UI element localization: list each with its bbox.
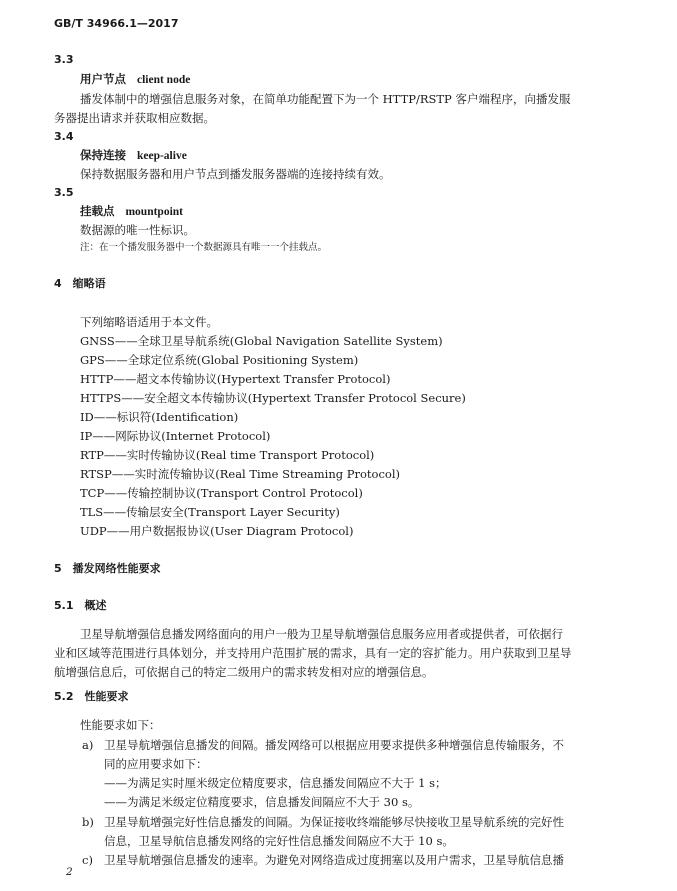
term-zh: 保持连接 (80, 148, 126, 162)
abbreviation-item: ID——标识符(Identification) (80, 410, 239, 424)
clause-3-5-number: 3.5 (54, 186, 74, 199)
abbreviation-item: IP——网际协议(Internet Protocol) (80, 429, 271, 443)
abbreviation-item: HTTP——超文本传输协议(Hypertext Transfer Protocol) (80, 372, 391, 386)
abbreviation-item: UDP——用户数据报协议(User Diagram Protocol) (80, 524, 354, 538)
list-label-a: a) (82, 738, 94, 752)
item-a-line1: 卫星导航增强信息播发的间隔。播发网络可以根据应用要求提供多种增强信息传输服务，不 (104, 738, 564, 752)
abbreviation-item: RTP——实时传输协议(Real time Transport Protocol) (80, 448, 375, 462)
section-4-intro: 下列缩略语适用于本文件。 (80, 315, 218, 329)
page-number: 2 (66, 866, 73, 878)
clause-3-5-note: 注：在一个播发服务器中一个数据源具有唯一一个挂载点。 (80, 242, 328, 253)
section-4-heading: 4 缩略语 (54, 277, 106, 290)
abbreviation-item: GPS——全球定位系统(Global Positioning System) (80, 353, 359, 367)
term-en: mountpoint (125, 206, 183, 218)
list-label-b: b) (82, 815, 94, 829)
clause-3-3-definition-line2: 务器提出请求并获取相应数据。 (54, 111, 215, 125)
item-a-dash-1: ——为满足实时厘米级定位精度要求，信息播发间隔应不大于 1 s； (104, 776, 447, 790)
clause-3-3-number: 3.3 (54, 53, 74, 66)
term-en: keep-alive (136, 150, 187, 162)
section-5-heading: 5 播发网络性能要求 (54, 562, 161, 575)
section-5-1-paragraph-line3: 航增强信息后，可依据自己的特定二级用户的需求转发相对应的增强信息。 (54, 665, 434, 679)
item-b-line1: 卫星导航增强完好性信息播发的间隔。为保证接收终端能够尽快接收卫星导航系统的完好性 (104, 815, 564, 829)
term-zh: 用户节点 (80, 72, 126, 86)
item-b-line2: 信息，卫星导航信息播发网络的完好性信息播发间隔应不大于 10 s。 (104, 834, 454, 848)
term-en: client node (136, 74, 191, 86)
clause-3-5-definition: 数据源的唯一性标识。 (80, 223, 195, 237)
clause-3-4-definition: 保持数据服务器和用户节点到播发服务器端的连接持续有效。 (80, 167, 391, 181)
clause-3-5-term (80, 204, 183, 219)
item-a-line2: 同的应用要求如下： (104, 757, 208, 771)
clause-3-4-number: 3.4 (54, 130, 74, 143)
clause-3-4-term (80, 148, 187, 163)
clause-3-3-term (80, 72, 190, 87)
item-c-line1: 卫星导航增强信息播发的速率。为避免对网络造成过度拥塞以及用户需求，卫星导航信息播 (104, 853, 564, 867)
abbreviation-item: TLS——传输层安全(Transport Layer Security) (80, 505, 340, 519)
section-5-1-paragraph-line1: 卫星导航增强信息播发网络面向的用户一般为卫星导航增强信息服务应用者或提供者，可依据行 (80, 627, 563, 641)
abbreviation-item: GNSS——全球卫星导航系统(Global Navigation Satellite System) (80, 334, 443, 348)
section-5-2-heading: 5.2 性能要求 (54, 690, 129, 703)
list-label-c: c) (82, 853, 93, 867)
abbreviation-item: TCP——传输控制协议(Transport Control Protocol) (80, 486, 363, 500)
section-5-2-intro: 性能要求如下： (80, 718, 161, 732)
section-5-1-heading: 5.1 概述 (54, 599, 107, 612)
section-5-1-paragraph-line2: 业和区域等范围进行具体划分，并支持用户范围扩展的需求，具有一定的容扩能力。用户获取到卫星导 (54, 646, 572, 660)
abbreviation-item: HTTPS——安全超文本传输协议(Hypertext Transfer Protocol Secure) (80, 391, 466, 405)
standard-code: GB/T 34966.1—2017 (54, 17, 179, 30)
item-a-dash-2: ——为满足米级定位精度要求，信息播发间隔应不大于 30 s。 (104, 795, 420, 809)
abbreviation-item: RTSP——实时流传输协议(Real Time Streaming Protocol) (80, 467, 400, 481)
term-zh: 挂载点 (80, 204, 115, 218)
clause-3-3-definition-line1: 播发体制中的增强信息服务对象，在简单功能配置下为一个 HTTP/RSTP 客户端程序，向播发服 (80, 92, 571, 106)
